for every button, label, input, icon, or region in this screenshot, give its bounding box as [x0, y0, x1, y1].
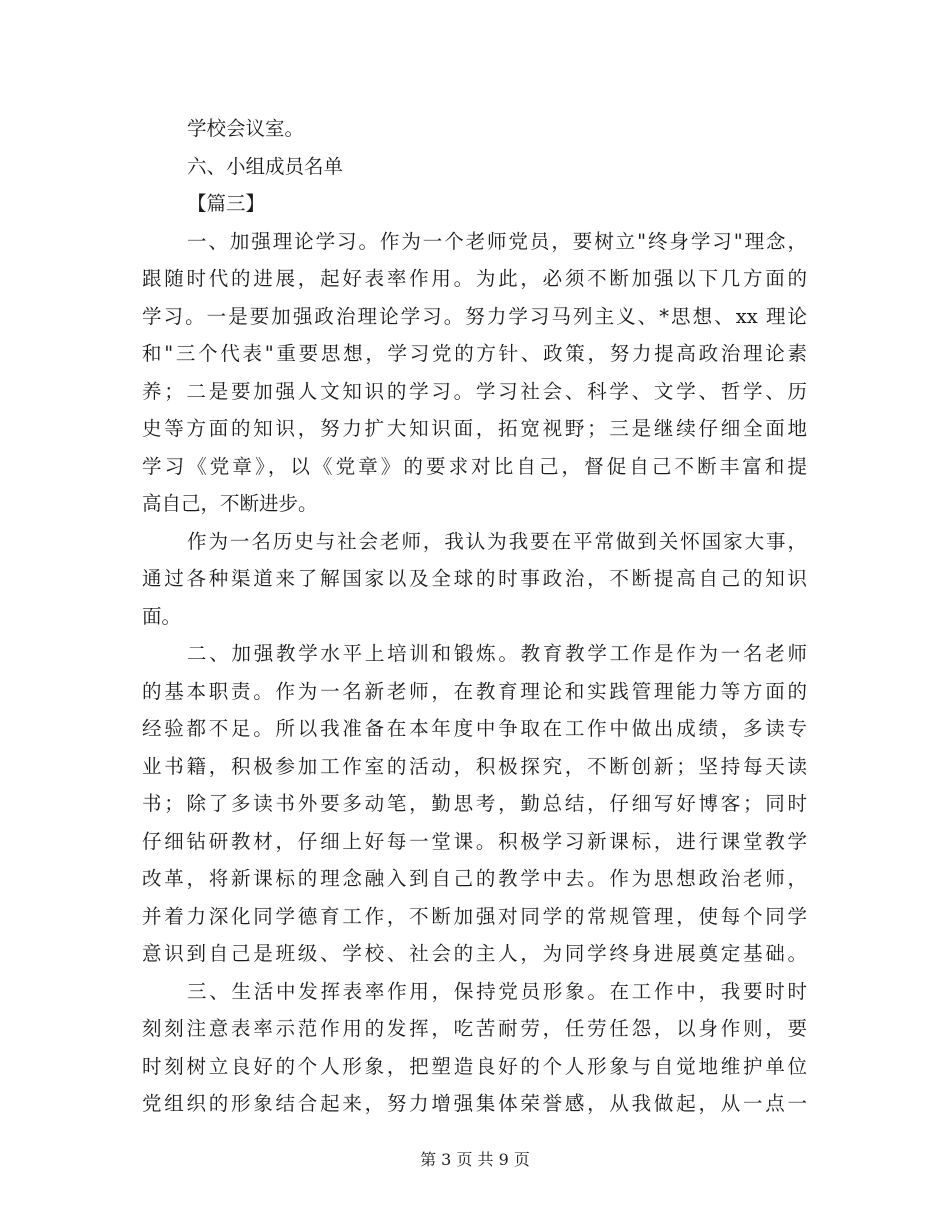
paragraph-line: 和"三个代表"重要思想，学习党的方针、政策，努力提高政治理论素 — [142, 342, 807, 365]
page-number-footer: 第 3 页 共 9 页 — [420, 1150, 530, 1169]
paragraph-line: 并着力深化同学德育工作，不断加强对同学的常规管理，使每个同学 — [142, 904, 807, 928]
paragraph-line: 学习。一是要加强政治理论学习。努力学习马列主义、*思想、xx 理论 — [142, 304, 807, 328]
paragraph-line: 通过各种渠道来了解国家以及全球的时事政治，不断提高自己的知识 — [142, 567, 807, 590]
paragraph-line: 的基本职责。作为一名新老师，在教育理论和实践管理能力等方面的 — [142, 679, 807, 703]
paragraph-line: 养；二是要加强人文知识的学习。学习社会、科学、文学、哲学、历 — [142, 379, 807, 403]
paragraph — [142, 223, 807, 523]
paragraph-line: 跟随时代的进展，起好表率作用。为此，必须不断加强以下几方面的 — [142, 267, 807, 290]
paragraph-line: 学校会议室。 — [187, 117, 305, 140]
paragraph-line: 三、生活中发挥表率作用，保持党员形象。在工作中，我要时时 — [187, 979, 807, 1003]
paragraph-line: 高自己，不断进步。 — [142, 492, 318, 515]
paragraph-line: 面。 — [142, 604, 182, 628]
paragraph-line: 时刻树立良好的个人形象，把塑造良好的个人形象与自觉地维护单位 — [142, 1054, 807, 1078]
paragraph — [142, 110, 807, 148]
paragraph-line: 业书籍，积极参加工作室的活动，积极探究，不断创新；坚持每天读 — [142, 754, 807, 778]
paragraph — [142, 635, 807, 973]
paragraph-line: 作为一名历史与社会老师，我认为我要在平常做到关怀国家大事， — [187, 529, 807, 553]
paragraph-line: 仔细钻研教材，仔细上好每一堂课。积极学习新课标，进行课堂教学 — [142, 829, 807, 853]
paragraph-line: 二、加强教学水平上培训和锻炼。教育教学工作是作为一名老师 — [187, 642, 807, 665]
heading-line: 六、小组成员名单 — [187, 154, 344, 178]
section-heading — [142, 148, 807, 186]
paragraph-line: 史等方面的知识，努力扩大知识面，拓宽视野；三是继续仔细全面地 — [142, 417, 807, 440]
paragraph-line: 改革，将新课标的理念融入到自己的教学中去。作为思想政治老师， — [142, 867, 807, 890]
paragraph-line: 一、加强理论学习。作为一个老师党员，要树立"终身学习"理念， — [187, 229, 807, 253]
chapter-heading — [142, 185, 807, 223]
paragraph-line: 书；除了多读书外要多动笔，勤思考，勤总结，仔细写好博客；同时 — [142, 792, 807, 815]
document-body — [142, 110, 807, 1123]
paragraph — [142, 523, 807, 636]
paragraph-line: 刻刻注意表率示范作用的发挥，吃苦耐劳，任劳任怨，以身作则，要 — [142, 1017, 807, 1040]
paragraph-line: 学习《党章》，以《党章》的要求对比自己，督促自己不断丰富和提 — [142, 454, 807, 478]
paragraph-line: 党组织的形象结合起来，努力增强集体荣誉感，从我做起，从一点一 — [142, 1092, 807, 1115]
paragraph-line: 意识到自己是班级、学校、社会的主人，为同学终身进展奠定基础。 — [142, 942, 807, 965]
paragraph — [142, 973, 807, 1123]
heading-line: 【篇三】 — [187, 192, 266, 215]
paragraph-line: 经验都不足。所以我准备在本年度中争取在工作中做出成绩，多读专 — [142, 717, 807, 740]
